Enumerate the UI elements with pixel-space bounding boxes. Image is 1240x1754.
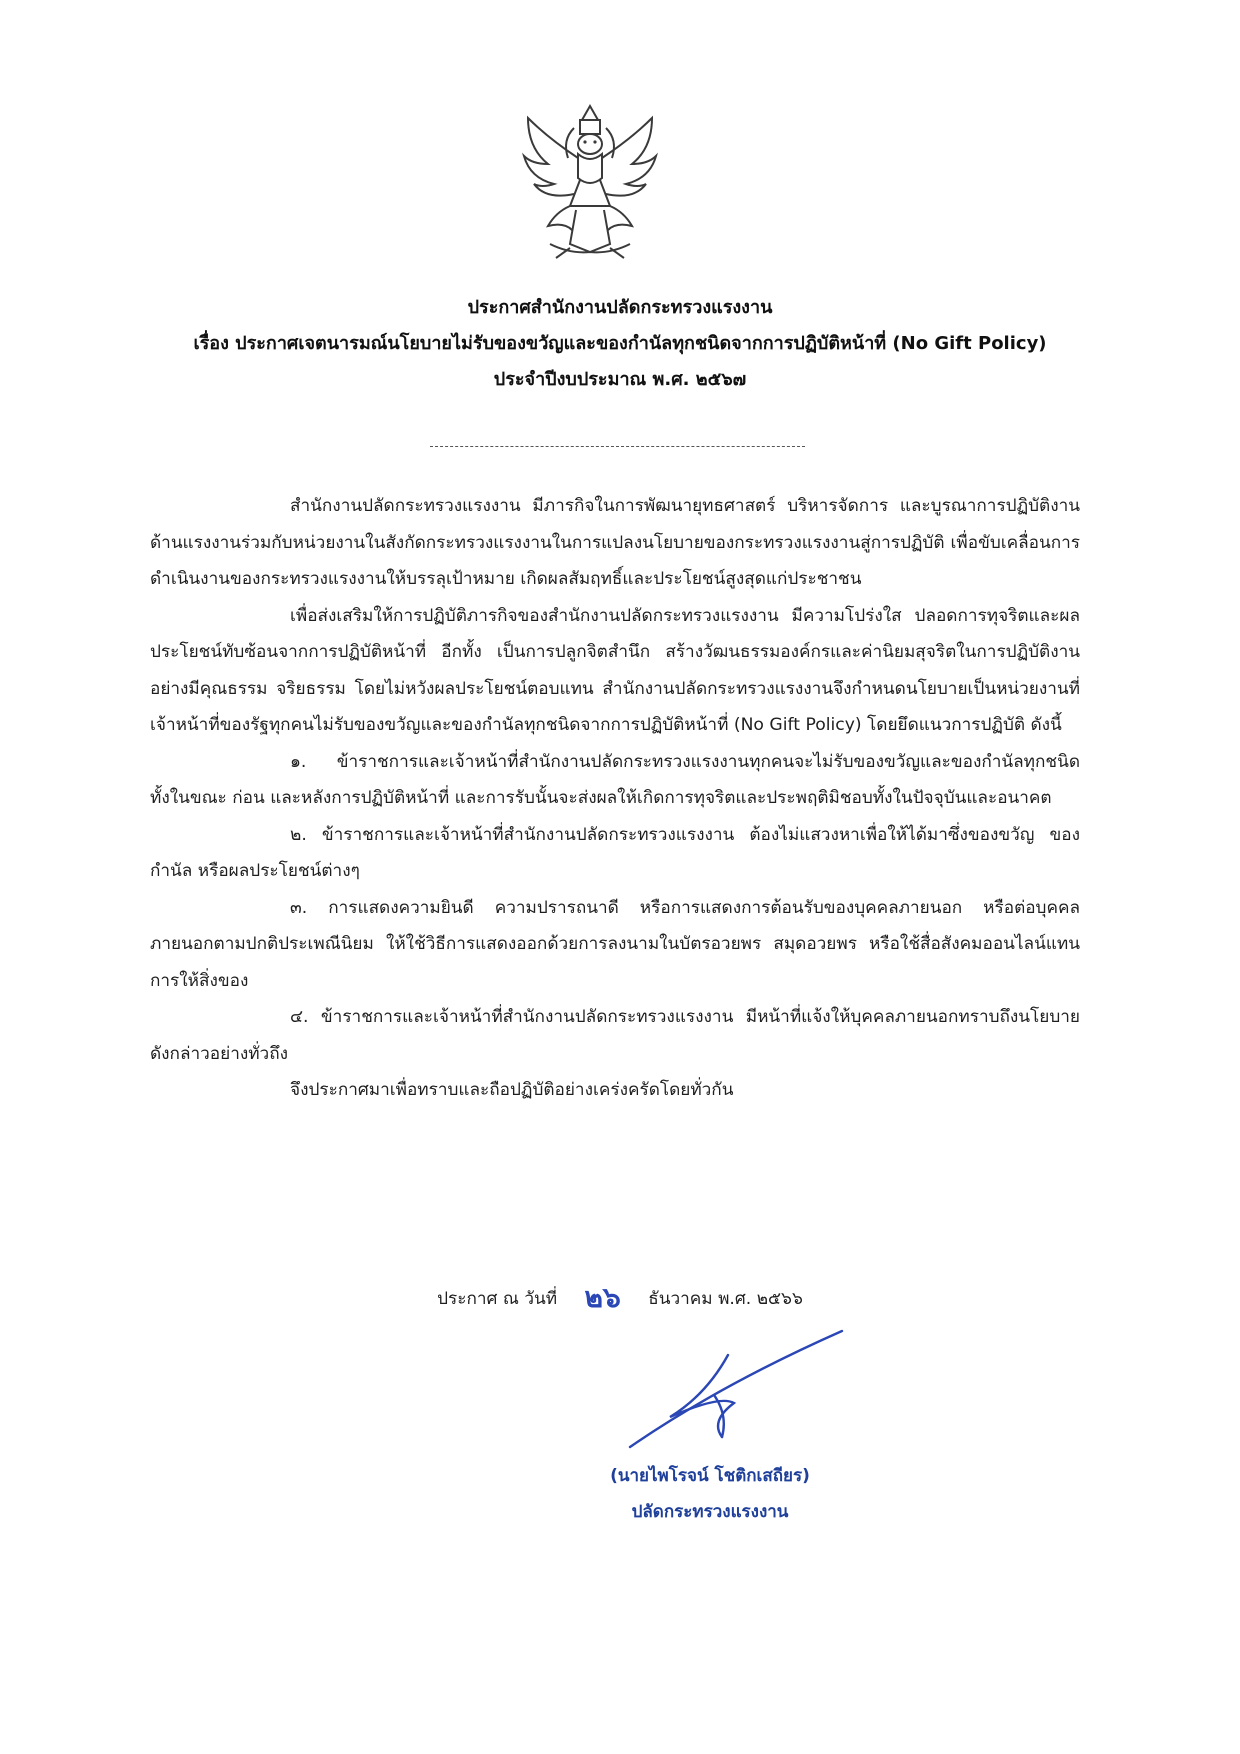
- issue-day-handwritten: ๒๖: [584, 1281, 621, 1314]
- divider-line: [430, 446, 805, 447]
- announcement-subject: เรื่อง ประกาศเจตนารมณ์นโยบายไม่รับของขวัญและของกำนัลทุกชนิดจากการปฏิบัติหน้าที่ (No Gift Policy): [193, 333, 1047, 354]
- fiscal-year: ประจำปีงบประมาณ พ.ศ. ๒๕๖๗: [493, 369, 747, 390]
- announcement-body: [150, 488, 1080, 1109]
- signatory-name: (นายไพโรจน์ โชติกเสถียร): [610, 1466, 810, 1486]
- paragraph-rule-4: ๔. ข้าราชการและเจ้าหน้าที่สำนักงานปลัดกระทรวงแรงงาน มีหน้าที่แจ้งให้บุคคลภายนอกทราบถึงนโยบายดังกล่าวอย่างทั่วถึง: [150, 1007, 1080, 1064]
- issue-date: [80, 1276, 1160, 1320]
- paragraph-rule-3: ๓. การแสดงความยินดี ความปรารถนาดี หรือการแสดงการต้อนรับของบุคคลภายนอก หรือต่อบุคคลภายนอกตามปกติประเพณีนิยม ให้ใช้วิธีการแสดงออกด้วยการลงนามในบัตรอวยพร สมุดอวยพร หรือใช้สื่อสังคมออนไลน์แทนการให้สิ่งของ: [150, 897, 1080, 991]
- garuda-emblem-icon: [520, 98, 660, 268]
- handwritten-signature-icon: [610, 1325, 850, 1455]
- paragraph-closing: จึงประกาศมาเพื่อทราบและถือปฏิบัติอย่างเคร่งครัดโดยทั่วกัน: [290, 1080, 734, 1100]
- paragraph-purpose: เพื่อส่งเสริมให้การปฏิบัติภารกิจของสำนักงานปลัดกระทรวงแรงงาน มีความโปร่งใส ปลอดการทุจริตและผลประโยชน์ทับซ้อนจากการปฏิบัติหน้าที่ อีกทั้ง เป็นการปลูกจิตสำนึก สร้างวัฒนธรรมองค์กรและค่านิยมสุจริตในการปฏิบัติงานอย่างมีคุณธรรม จริยธรรม โดยไม่หวังผลประโยชน์ตอบแทน สำนักงานปลัดกระทรวงแรงงานจึงกำหนดนโยบายเป็นหน่วยงานที่เจ้าหน้าที่ของรัฐทุกคนไม่รับของขวัญและของกำนัลทุกชนิดจากการปฏิบัติหน้าที่ (No Gift Policy) โดยยึดแนวการปฏิบัติ ดังนี้: [150, 605, 1080, 735]
- signatory-title: ปลัดกระทรวงแรงงาน: [631, 1502, 789, 1522]
- paragraph-intro: สำนักงานปลัดกระทรวงแรงงาน มีภารกิจในการพัฒนายุทธศาสตร์ บริหารจัดการ และบูรณาการปฏิบัติงานด้านแรงงานร่วมกับหน่วยงานในสังกัดกระทรวงแรงงานในการแปลงนโยบายของกระทรวงแรงงานสู่การปฏิบัติ เพื่อขับเคลื่อนการดำเนินงานของกระทรวงแรงงานให้บรรลุเป้าหมาย เกิดผลสัมฤทธิ์และประโยชน์สูงสุดแก่ประชาชน: [150, 496, 1080, 589]
- announcement-title: ประกาศสำนักงานปลัดกระทรวงแรงงาน: [467, 297, 773, 318]
- issue-date-prefix: ประกาศ ณ วันที่: [437, 1289, 558, 1309]
- paragraph-rule-2: ๒. ข้าราชการและเจ้าหน้าที่สำนักงานปลัดกระทรวงแรงงาน ต้องไม่แสวงหาเพื่อให้ได้มาซึ่งของขวัญ ของกำนัล หรือผลประโยชน์ต่างๆ: [150, 824, 1080, 881]
- issue-date-suffix: ธันวาคม พ.ศ. ๒๕๖๖: [648, 1289, 803, 1309]
- paragraph-rule-1: ๑. ข้าราชการและเจ้าหน้าที่สำนักงานปลัดกระทรวงแรงงานทุกคนจะไม่รับของขวัญและของกำนัลทุกชนิด ทั้งในขณะ ก่อน และหลังการปฏิบัติหน้าที่ และการรับนั้นจะส่งผลให้เกิดการทุจริตและประพฤติมิชอบทั้งในปัจจุบันและอนาคต: [150, 751, 1080, 808]
